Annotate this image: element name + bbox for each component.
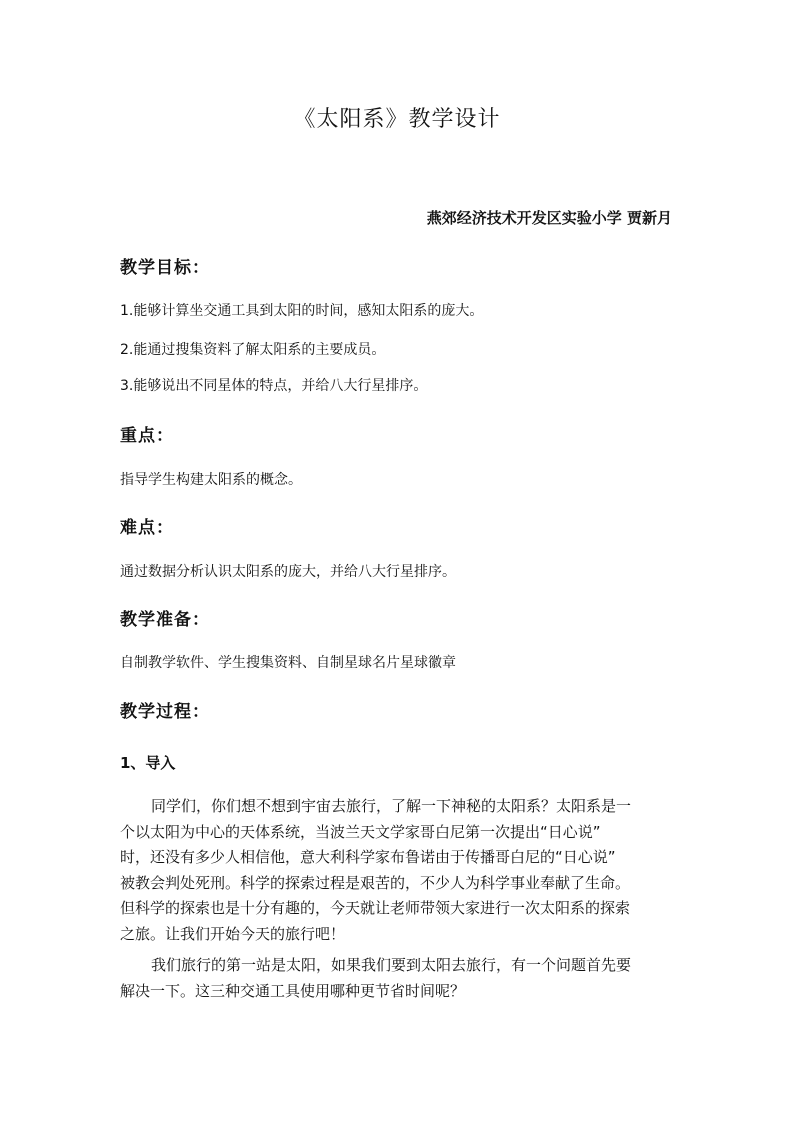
key-points-heading: 重点：	[120, 426, 174, 446]
paragraph-line: 我们旅行的第一站是太阳，如果我们要到太阳去旅行，有一个问题首先要	[151, 956, 632, 974]
goals-heading: 教学目标：	[120, 258, 210, 278]
difficulties-text: 通过数据分析认识太阳系的庞大，并给八大行星排序。	[120, 564, 456, 580]
first-stop-paragraph	[120, 953, 680, 1004]
paragraph-line: 但科学的探索也是十分有趣的，今天就让老师带领大家进行一次太阳系的探索	[120, 899, 631, 917]
document-title: 《太阳系》教学设计	[293, 107, 501, 132]
goal-item-1: 1.能够计算坐交通工具到太阳的时间，感知太阳系的庞大。	[120, 303, 484, 319]
preparation-heading: 教学准备：	[120, 610, 210, 630]
preparation-text: 自制教学软件、学生搜集资料、自制星球名片星球徽章	[120, 655, 456, 671]
paragraph-line: 同学们，你们想不想到宇宙去旅行，了解一下神秘的太阳系？太阳系是一	[151, 797, 632, 815]
author-line: 燕郊经济技术开发区实验小学 贾新月	[426, 209, 672, 227]
goal-item-3: 3.能够说出不同星体的特点，并给八大行星排序。	[120, 378, 428, 394]
process-heading: 教学过程：	[120, 702, 210, 722]
intro-paragraph	[120, 794, 680, 947]
step1-heading: 1、导入	[120, 754, 176, 772]
paragraph-line: 之旅。让我们开始今天的旅行吧！	[120, 924, 346, 943]
paragraph-line: 被教会判处死刑。科学的探索过程是艰苦的，不少人为科学事业奉献了生命。	[120, 873, 631, 892]
paragraph-line: 解决一下。这三种交通工具使用哪种更节省时间呢？	[120, 981, 466, 1000]
goal-item-2: 2.能通过搜集资料了解太阳系的主要成员。	[120, 342, 386, 358]
paragraph-line: 时，还没有多少人相信他，意大利科学家布鲁诺由于传播哥白尼的“日心说”	[120, 848, 616, 866]
difficulties-heading: 难点：	[120, 518, 174, 538]
key-points-text: 指导学生构建太阳系的概念。	[120, 472, 302, 488]
paragraph-line: 个以太阳为中心的天体系统，当波兰天文学家哥白尼第一次提出“日心说”	[120, 822, 601, 841]
